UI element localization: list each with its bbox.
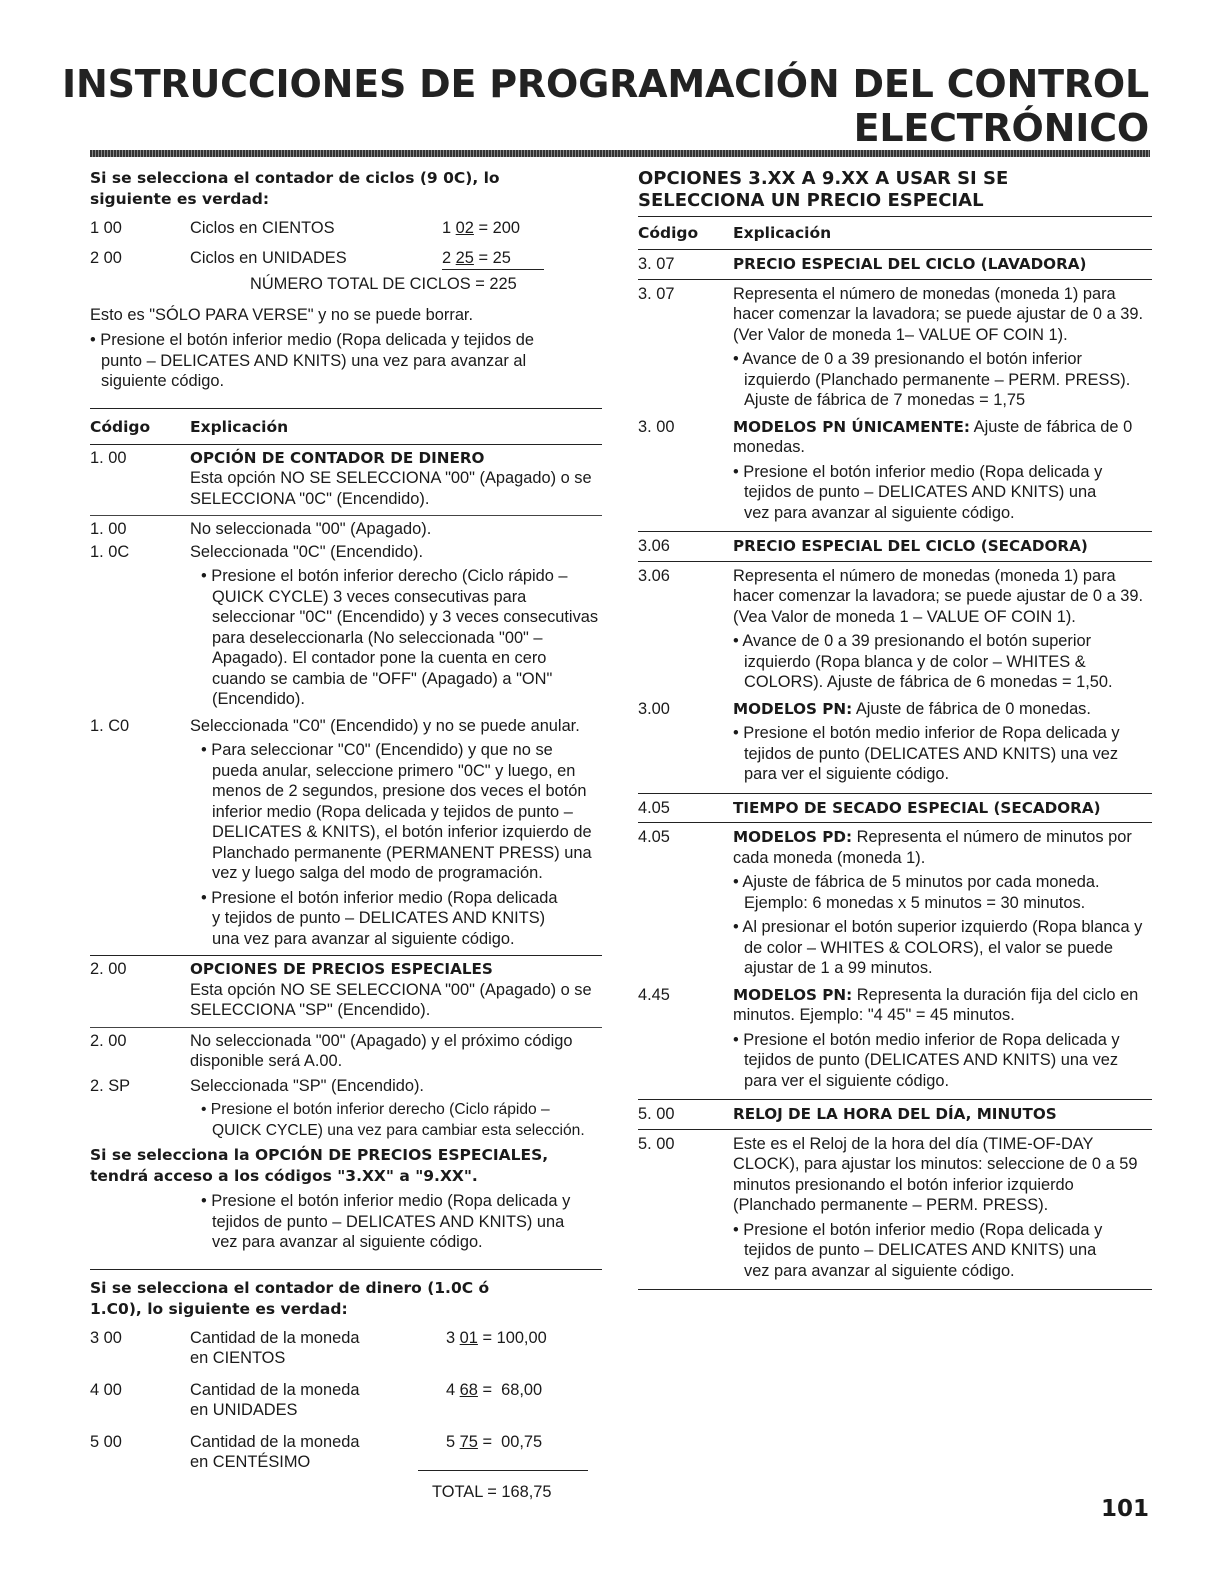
sum-rule xyxy=(418,1470,588,1471)
row-5-00 xyxy=(638,1130,1152,1282)
code-cell: 4.05 xyxy=(638,798,670,817)
row-text xyxy=(733,827,1152,868)
code-cell: 1. 00 xyxy=(90,520,127,538)
calc-value: 02 xyxy=(455,219,474,237)
model-text: Ajuste de fábrica de 0 monedas. xyxy=(852,699,1091,718)
cycle-label: Ciclos en UNIDADES xyxy=(190,249,347,267)
section-3-06-header xyxy=(638,532,1152,561)
calc-result: = 00,75 xyxy=(477,1432,543,1451)
code-cell: 4.05 xyxy=(638,828,670,846)
row-text: Seleccionada "0C" (Encendido). xyxy=(190,542,424,561)
model-label: MODELOS PN: xyxy=(733,699,853,718)
col-header-code: Código xyxy=(638,224,699,242)
page-title xyxy=(62,62,1149,150)
advance-bullet: • Presione el botón inferior medio (Ropa delicada y tejidos de punto – DELICATES AND KNITS) una vez para avanzar al siguiente código. xyxy=(90,331,534,390)
code-cell: 1. 0C xyxy=(90,542,130,561)
row-3-06 xyxy=(638,562,1152,693)
money-label: Cantidad de la moneda en UNIDADES xyxy=(190,1380,360,1419)
right-column xyxy=(638,168,1152,1290)
code-cell: 5. 00 xyxy=(638,1134,675,1153)
money-label: Cantidad de la moneda en CIENTOS xyxy=(190,1328,360,1367)
row-1-00 xyxy=(90,516,602,540)
calc-prefix: 3 xyxy=(446,1328,460,1347)
view-only-note: Esto es "SÓLO PARA VERSE" y no se puede borrar. xyxy=(90,305,474,324)
model-label: MODELOS PN ÚNICAMENTE: xyxy=(733,417,971,436)
model-text: Representa el número de minutos por cada moneda (moneda 1). xyxy=(733,828,1132,867)
row-bullet: • Presione el botón inferior medio (Ropa delicada y tejidos de punto – DELICATES AND KNITS) una vez para avanzar al siguiente código. xyxy=(201,888,558,948)
code-cell: 1. 00 xyxy=(90,448,127,467)
special-price-note: Si se selecciona la OPCIÓN DE PRECIOS ESPECIALES, tendrá acceso a los códigos "3.XX" a "9.XX". xyxy=(90,1146,549,1185)
row-text: No seleccionada "00" (Apagado). xyxy=(190,520,432,538)
page-title-line2: ELECTRÓNICO xyxy=(853,106,1149,150)
code-cell: 3. 00 xyxy=(638,417,675,436)
row-bullet: • Avance de 0 a 39 presionando el botón superior izquierdo (Ropa blanca y de color – WHITES & COLORS). Ajuste de fábrica de 6 monedas = 1,50. xyxy=(733,632,1113,691)
row-2-00 xyxy=(90,1028,602,1072)
row-text: Representa el número de monedas (moneda 1) para hacer comenzar la lavadora; se puede ajustar de 0 a 39. (Ver Valor de moneda 1– VALUE OF COIN 1). xyxy=(733,284,1144,344)
calc-result: = 200 xyxy=(473,219,520,237)
calc-result: = 68,00 xyxy=(477,1380,543,1399)
section-1-00 xyxy=(90,445,602,510)
section-title: RELOJ DE LA HORA DEL DÍA, MINUTOS xyxy=(733,1105,1057,1123)
col-header-code: Código xyxy=(90,417,151,436)
calc-value: 01 xyxy=(459,1328,478,1347)
cycle-calc xyxy=(442,218,520,239)
row-bullet: • Para seleccionar "C0" (Encendido) y que no se pueda anular, seleccione primero "0C" y luego, en menos de 2 segundos, presione dos veces el botón inferior medio (Ropa delicada y tejidos de punto – DELICATES & KNITS), el botón inferior izquierdo de Planchado permanente (PERMANENT PRESS) una vez y luego salga del modo de programación. xyxy=(201,741,592,882)
col-header-explanation: Explicación xyxy=(733,224,832,242)
money-row-units xyxy=(90,1380,602,1424)
money-calc xyxy=(446,1380,542,1401)
row-bullet: • Presione el botón medio inferior de Ropa delicada y tejidos de punto (DELICATES AND KNITS) una vez para ver el siguiente código. xyxy=(733,724,1120,783)
model-label: MODELOS PD: xyxy=(733,828,853,846)
title-divider xyxy=(90,150,1150,157)
calc-prefix: 5 xyxy=(446,1432,460,1451)
row-4-45-pn xyxy=(638,979,1152,1092)
code-cell: 2. SP xyxy=(90,1076,131,1095)
cycle-counter-heading: Si se selecciona el contador de ciclos (9 0C), lo siguiente es verdad: xyxy=(90,169,500,208)
code-cell: 2. 00 xyxy=(90,960,127,978)
row-bullet: • Presione el botón inferior medio (Ropa delicada y tejidos de punto – DELICATES AND KNITS) una vez para avanzar al siguiente código. xyxy=(733,462,1103,522)
row-text: Este es el Reloj de la hora del día (TIME-OF-DAY CLOCK), para ajustar los minutos: seleccione de 0 a 59 minutos presionando el botón inferior izquierdo (Planchado permanente – PERM. PRESS). xyxy=(733,1134,1138,1214)
row-bullet: • Presione el botón medio inferior de Ropa delicada y tejidos de punto (DELICATES AND KNITS) una vez para ver el siguiente código. xyxy=(733,1030,1120,1090)
code-cell: 1. C0 xyxy=(90,716,130,735)
row-text: No seleccionada "00" (Apagado) y el próximo código disponible será A.00. xyxy=(190,1031,573,1070)
calc-value: 68 xyxy=(459,1380,478,1399)
row-bullet: • Ajuste de fábrica de 5 minutos por cada moneda. Ejemplo: 6 monedas x 5 minutos = 30 minutos. xyxy=(733,873,1100,912)
cycle-row-hundreds xyxy=(90,218,602,240)
section-5-00-header xyxy=(638,1100,1152,1129)
row-text: Seleccionada "C0" (Encendido) y no se puede anular. xyxy=(190,716,580,735)
page-number: 101 xyxy=(1100,1496,1149,1522)
calc-value: 75 xyxy=(459,1432,478,1451)
left-column xyxy=(90,168,602,1502)
section-end-rule xyxy=(638,1289,1152,1290)
section-desc: Esta opción NO SE SELECCIONA "00" (Apagado) o se SELECCIONA "SP" (Encendido). xyxy=(190,980,592,1019)
code-cell: 2. 00 xyxy=(90,1031,127,1050)
row-text xyxy=(733,985,1152,1026)
code-cell: 3.06 xyxy=(638,537,670,555)
money-row-hundreds xyxy=(90,1328,602,1372)
calc-prefix: 4 xyxy=(446,1380,460,1399)
col-header-explanation: Explicación xyxy=(190,417,289,436)
section-title: OPCIONES DE PRECIOS ESPECIALES xyxy=(190,960,493,978)
cycle-code: 2 00 xyxy=(90,249,122,267)
calc-value: 25 xyxy=(455,249,474,267)
section-2-00 xyxy=(90,956,602,1021)
money-code: 3 00 xyxy=(90,1328,122,1347)
money-row-cents xyxy=(90,1432,602,1476)
row-text xyxy=(733,417,1152,458)
money-total: TOTAL = 168,75 xyxy=(432,1482,552,1501)
row-3-00-pn xyxy=(638,411,1152,524)
row-text: Representa el número de monedas (moneda 1) para hacer comenzar la lavadora; se puede ajustar de 0 a 39. (Vea Valor de moneda 1 – VALUE OF COIN 1). xyxy=(733,566,1144,626)
page-title-line1: INSTRUCCIONES DE PROGRAMACIÓN DEL CONTROL xyxy=(62,62,1149,106)
row-bullet: • Presione el botón inferior derecho (Ciclo rápido – QUICK CYCLE) una vez para cambiar esta selección. xyxy=(201,1101,585,1139)
table-header xyxy=(638,217,1152,249)
money-calc xyxy=(446,1432,542,1453)
code-cell: 5. 00 xyxy=(638,1105,675,1123)
money-label: Cantidad de la moneda en CENTÉSIMO xyxy=(190,1432,360,1471)
code-cell: 3.00 xyxy=(638,699,670,718)
row-bullet: • Presione el botón inferior medio (Ropa delicada y tejidos de punto – DELICATES AND KNITS) una vez para avanzar al siguiente código. xyxy=(733,1220,1103,1280)
row-bullet: • Al presionar el botón superior izquierdo (Ropa blanca y de color – WHITES & COLORS), el valor se puede ajustar de 1 a 99 minutos. xyxy=(733,918,1143,977)
money-code: 5 00 xyxy=(90,1432,122,1451)
row-text: Seleccionada "SP" (Encendido). xyxy=(190,1076,424,1095)
row-2-sp xyxy=(90,1072,602,1142)
row-3-07 xyxy=(638,280,1152,411)
section-title: PRECIO ESPECIAL DEL CICLO (SECADORA) xyxy=(733,537,1088,555)
money-calc xyxy=(446,1328,547,1349)
row-1-c0 xyxy=(90,710,602,950)
code-cell: 3. 07 xyxy=(638,255,675,273)
section-title: PRECIO ESPECIAL DEL CICLO (LAVADORA) xyxy=(733,255,1087,273)
calc-result: = 100,00 xyxy=(477,1328,547,1347)
cycle-total: NÚMERO TOTAL DE CICLOS = 225 xyxy=(250,275,517,293)
cycle-label: Ciclos en CIENTOS xyxy=(190,219,335,237)
model-text: Representa la duración fija del ciclo en minutos. Ejemplo: "4 45" = 45 minutos. xyxy=(733,985,1139,1024)
code-cell: 3. 07 xyxy=(638,284,675,303)
row-text xyxy=(733,699,1152,720)
special-price-bullet: • Presione el botón inferior medio (Ropa delicada y tejidos de punto – DELICATES AND KNITS) una vez para avanzar al siguiente código. xyxy=(201,1192,571,1251)
special-price-heading: OPCIONES 3.XX A 9.XX A USAR SI SE SELECCIONA UN PRECIO ESPECIAL xyxy=(638,168,1009,211)
calc-prefix: 2 xyxy=(442,249,456,267)
cycle-calc xyxy=(442,248,544,270)
cycle-row-units xyxy=(90,248,602,270)
money-code: 4 00 xyxy=(90,1380,122,1399)
code-cell: 3.06 xyxy=(638,566,670,585)
money-counter-heading: Si se selecciona el contador de dinero (1.0C ó 1.C0), lo siguiente es verdad: xyxy=(90,1278,490,1318)
section-title: OPCIÓN DE CONTADOR DE DINERO xyxy=(190,448,485,467)
code-cell: 4.45 xyxy=(638,985,670,1004)
table-header xyxy=(90,409,602,444)
row-bullet: • Avance de 0 a 39 presionando el botón inferior izquierdo (Planchado permanente – PERM. PRESS). Ajuste de fábrica de 7 monedas = 1,75 xyxy=(733,350,1131,409)
row-1-0c xyxy=(90,540,602,710)
section-4-05-header xyxy=(638,794,1152,823)
section-desc: Esta opción NO SE SELECCIONA "00" (Apagado) o se SELECCIONA "0C" (Encendido). xyxy=(190,469,592,508)
calc-result: = 25 xyxy=(473,249,511,267)
section-3-07-header xyxy=(638,250,1152,279)
model-text: Ajuste de fábrica de 0 monedas. xyxy=(733,417,1133,456)
row-4-05-pd xyxy=(638,823,1152,979)
row-bullet: • Presione el botón inferior derecho (Ciclo rápido – QUICK CYCLE) 3 veces consecutivas para seleccionar "0C" (Encendido) y 3 veces consecutivas para deseleccionarla (No seleccionada "00" – Apagado). El contador pone la cuenta en cero cuando se cambia de "OFF" (Apagado) a "ON" (Encendido). xyxy=(201,567,599,708)
row-3-00-pn xyxy=(638,693,1152,785)
model-label: MODELOS PN: xyxy=(733,985,853,1004)
cycle-code: 1 00 xyxy=(90,219,122,237)
section-title: TIEMPO DE SECADO ESPECIAL (SECADORA) xyxy=(733,798,1101,817)
calc-prefix: 1 xyxy=(442,219,456,237)
